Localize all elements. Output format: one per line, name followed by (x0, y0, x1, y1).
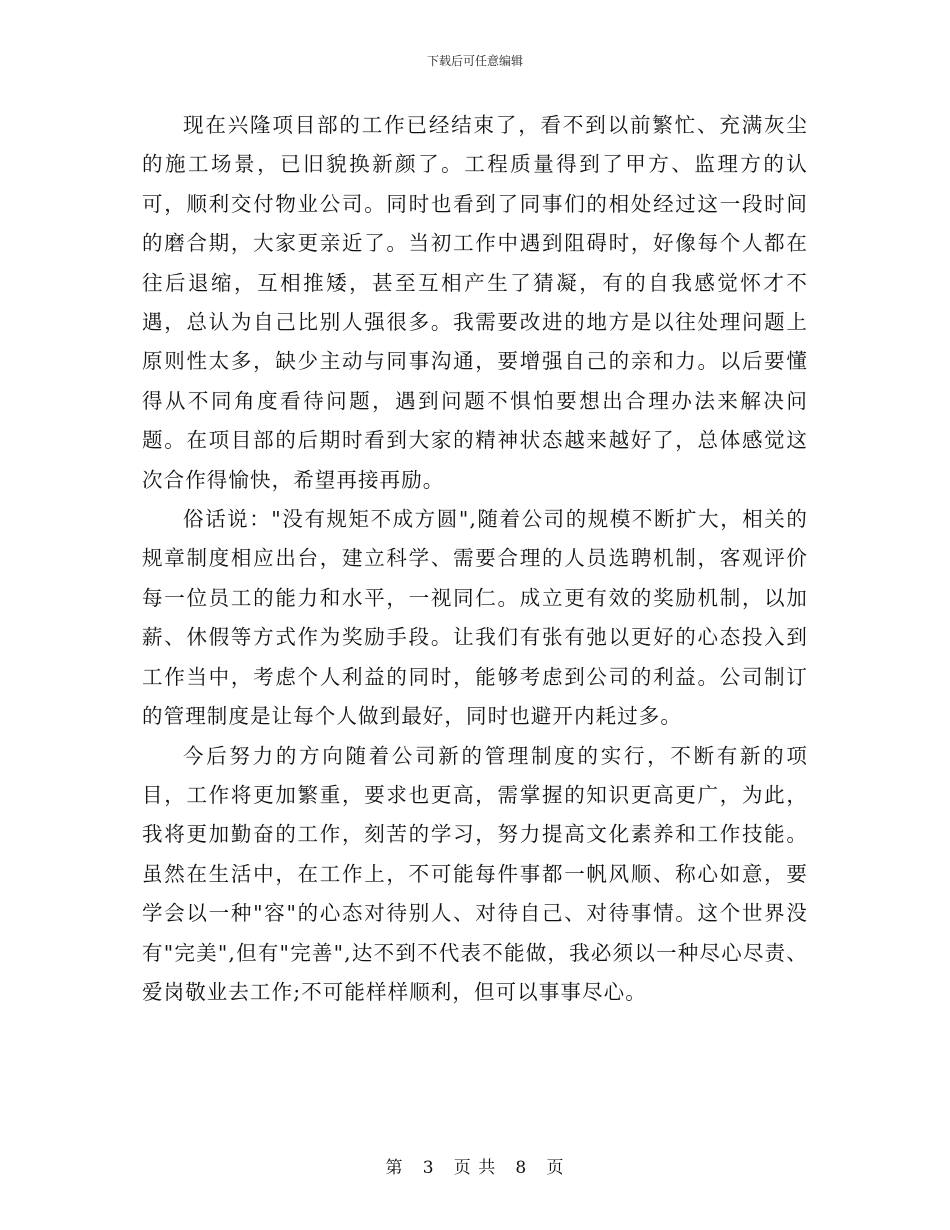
footer-page-number: 3 (422, 1158, 435, 1178)
paragraph-1: 现在兴隆项目部的工作已经结束了，看不到以前繁忙、充满灰尘的施工场景，已旧貌换新颜了。工程质量得到了甲方、监理方的认可，顺利交付物业公司。同时也看到了同事们的相处经过这一段时间的磨合期，大家更亲近了。当初工作中遇到阻碍时，好像每个人都在往后退缩，互相推矮，甚至互相产生了猜凝，有的自我感觉怀才不遇，总认为自己比别人强很多。我需要改进的地方是以往处理问题上原则性太多，缺少主动与同事沟通，要增强自己的亲和力。以后要懂得从不同角度看待问题，遇到问题不惧怕要想出合理办法来解决问题。在项目部的后期时看到大家的精神状态越来越好了，总体感觉这次合作得愉快，希望再接再励。 (142, 113, 808, 492)
paragraph-3: 今后努力的方向随着公司新的管理制度的实行，不断有新的项目，工作将更加繁重，要求也更高，需掌握的知识更高更广，为此，我将更加勤奋的工作，刻苦的学习，努力提高文化素养和工作技能。虽然在生活中，在工作上，不可能每件事都一帆风顺、称心如意，要学会以一种"容"的心态对待别人、对待自己、对待事情。这个世界没有"完美",但有"完善",达不到不代表不能做，我必须以一种尽心尽责、爱岗敬业去工作;不可能样样顺利，但可以事事尽心。 (142, 743, 808, 1004)
footer-total-pages: 8 (515, 1158, 528, 1178)
page-footer (0, 1153, 950, 1178)
page-header: 下载后可任意编辑 (426, 54, 523, 68)
paragraph-2: 俗话说："没有规矩不成方圆",随着公司的规模不断扩大，相关的规章制度相应出台，建立科学、需要合理的人员选聘机制，客观评价每一位员工的能力和水平，一视同仁。成立更有效的奖励机制，以加薪、休假等方式作为奖励手段。让我们有张有弛以更好的心态投入到工作当中，考虑个人利益的同时，能够考虑到公司的利益。公司制订的管理制度是让每个人做到最好，同时也避开内耗过多。 (142, 507, 808, 729)
footer-middle: 页 共 (453, 1158, 497, 1178)
document-body (142, 106, 808, 1012)
footer-suffix: 页 (546, 1158, 565, 1178)
footer-prefix: 第 (385, 1158, 404, 1178)
